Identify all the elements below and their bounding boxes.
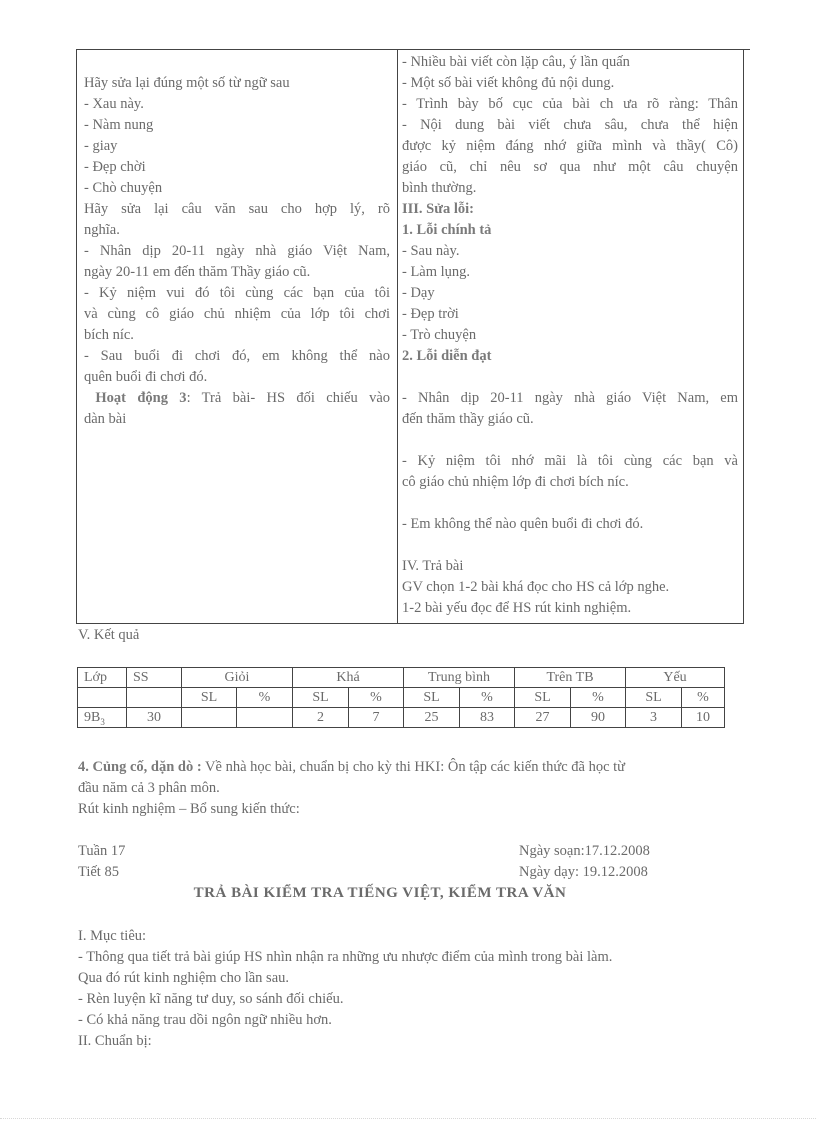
corrected-word: - Đẹp trời [402,306,459,322]
header-cell: % [460,688,515,708]
header-cell: SL [293,688,349,708]
page-bottom-border [0,1118,816,1119]
content-column [402,52,738,619]
activity-text: : Trả bài- HS đối chiếu vào [186,390,390,406]
section-heading: III. Sửa lỗi: [402,201,474,217]
data-cell: 3 [626,708,682,728]
date-prepared: Ngày soạn:17.12.2008 [519,843,650,859]
text-line: và cùng cô giáo chủ nhiệm của lớp tôi chơi [84,306,390,322]
consolidation-label: 4. Củng cố, dặn dò : [78,759,202,775]
class-cell: $9B_3$ [78,708,127,728]
data-cell: 83 [460,708,515,728]
header-cell: % [349,688,404,708]
header-cell: SL [182,688,237,708]
period-label: Tiết 85 [78,864,119,880]
objectives-section [78,926,738,1052]
objective-line: - Rèn luyện kĩ năng tư duy, so sánh đối chiếu. [78,991,344,1007]
header-cell: Lớp [78,668,127,688]
corrected-sentence: - Em không thể nào quên buổi đi chơi đó. [402,516,644,532]
date-taught: Ngày dạy: 19.12.2008 [519,864,648,880]
header-cell: Trên TB [515,668,626,688]
corrected-sentence: - Kỷ niệm tôi nhớ mãi là tôi cùng các bạn và [402,453,738,469]
consolidation-paragraph [78,757,738,820]
header-cell: SL [404,688,460,708]
activity-text-cont: dàn bài [84,411,127,427]
text-line: - Sau buổi đi chơi đó, em không thể nào [84,348,390,364]
data-cell: 10 [682,708,725,728]
activity-line [84,388,390,409]
header-cell: % [682,688,725,708]
text-line: nghĩa. [84,222,120,238]
text-line: bích níc. [84,327,134,343]
remark-line: giáo cũ, chỉ nêu sơ qua như một câu chuyện [402,159,738,175]
remark-line: bình thường. [402,180,477,196]
data-cell: 7 [349,708,404,728]
error-word: - Đẹp chời [84,159,146,175]
header-cell [78,688,127,708]
table-header-row [78,668,725,688]
consolidation-text: Về nhà học bài, chuẩn bị cho kỳ thi HKI: Ôn tập các kiến thức đã học từ [201,759,626,775]
results-table [77,667,725,728]
header-cell: Yếu [626,668,725,688]
error-word: - giay [84,138,118,154]
teacher-activity-column [84,73,390,430]
data-cell: 30 [127,708,182,728]
corrected-sentence: đến thăm thầy giáo cũ. [402,411,534,427]
header-cell: Giỏi [182,668,293,688]
error-word: - Xau này. [84,96,144,112]
column-divider [397,50,398,623]
results-label: V. Kết quả [78,627,140,643]
subsection-heading: 2. Lỗi diễn đạt [402,348,492,364]
data-cell: 2 [293,708,349,728]
objective-line: - Thông qua tiết trả bài giúp HS nhìn nhận ra những ưu nhược điểm của mình trong bài làm. [78,949,613,965]
error-word: - Nàm nung [84,117,154,133]
text-line: ngày 20-11 em đến thăm Thầy giáo cũ. [84,264,311,280]
section-heading: IV. Trả bài [402,558,464,574]
week-label: Tuần 17 [78,843,126,859]
text-line: quên buổi đi chơi đó. [84,369,208,385]
data-cell [182,708,237,728]
subsection-heading: 1. Lỗi chính tả [402,222,492,238]
table-subheader-row [78,688,725,708]
text-line: - Kỷ niệm vui đó tôi cùng các bạn của tôi [84,285,390,301]
objective-line: Qua đó rút kinh nghiệm cho lần sau. [78,970,290,986]
consolidation-text: đầu năm cả 3 phân môn. [78,780,220,796]
lesson-table [76,50,744,624]
remark-line: - Nhiều bài viết còn lặp câu, ý lần quấn [402,54,630,70]
lesson-title: TRẢ BÀI KIỂM TRA TIẾNG VIỆT, KIỂM TRA VĂN [193,885,567,901]
table-row [78,708,725,728]
corrected-word: - Làm lụng. [402,264,471,280]
header-cell: Khá [293,668,404,688]
exercise-instruction-2: Hãy sửa lại câu văn sau cho hợp lý, rõ [84,201,390,217]
header-cell [127,688,182,708]
experience-note: Rút kinh nghiệm – Bổ sung kiến thức: [78,801,300,817]
preparation-heading: II. Chuẩn bị: [78,1033,152,1049]
header-cell: % [571,688,626,708]
remark-line: - Nội dung bài viết chưa sâu, chưa thể hiện [402,117,738,133]
activity-label: Hoạt động 3 [95,390,187,406]
return-text: GV chọn 1-2 bài khá đọc cho HS cả lớp nghe. [402,579,670,595]
remark-line: được kỷ niệm đáng nhớ giữa mình và thầy( Cô) [402,138,738,154]
data-cell: 25 [404,708,460,728]
corrected-sentence: cô giáo chủ nhiệm lớp đi chơi bích níc. [402,474,629,490]
header-cell: SS [127,668,182,688]
header-cell: SL [626,688,682,708]
remark-line: - Trình bày bố cục của bài ch ưa rõ ràng: Thân [402,96,738,112]
data-cell: 90 [571,708,626,728]
corrected-sentence: - Nhân dịp 20-11 ngày nhà giáo Việt Nam, em [402,390,738,406]
exercise-instruction-1: Hãy sửa lại đúng một số từ ngữ sau [84,75,290,91]
data-cell: 27 [515,708,571,728]
return-text: 1-2 bài yếu đọc để HS rút kinh nghiệm. [402,600,632,616]
data-cell [237,708,293,728]
remark-line: - Một số bài viết không đủ nội dung. [402,75,615,91]
corrected-word: - Sau này. [402,243,460,259]
objectives-heading: I. Mục tiêu: [78,928,147,944]
objective-line: - Có khả năng trau dồi ngôn ngữ nhiều hơn. [78,1012,332,1028]
corrected-word: - Dạy [402,285,435,301]
header-cell: Trung bình [404,668,515,688]
corrected-word: - Trò chuyện [402,327,477,343]
text-line: - Nhân dịp 20-11 ngày nhà giáo Việt Nam, [84,243,390,259]
error-word: - Chò chuyện [84,180,163,196]
header-cell: SL [515,688,571,708]
header-cell: % [237,688,293,708]
